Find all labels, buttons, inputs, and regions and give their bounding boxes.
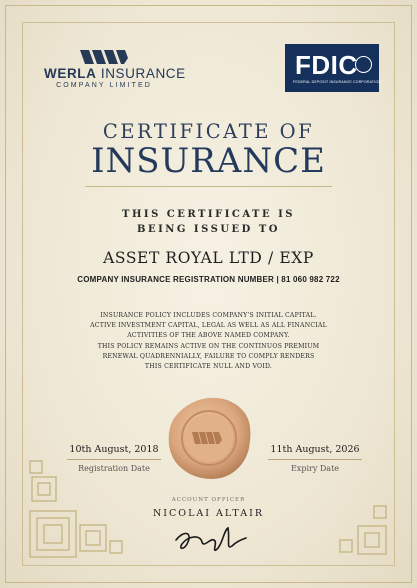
registration-date: 10th August, 2018 — [69, 444, 159, 455]
brand-subtitle: COMPANY LIMITED — [56, 82, 152, 89]
officer-name: NICOLAI ALTAIR — [152, 508, 265, 519]
brand-name — [44, 66, 186, 81]
fdic-subtitle: FEDERAL DEPOSIT INSURANCE CORPORATION — [293, 80, 382, 84]
title-line-1: CERTIFICATE OF — [102, 120, 315, 143]
fdic-badge — [285, 44, 382, 92]
expiry-date-line — [268, 459, 362, 460]
issued-line-1: THIS CERTIFICATE IS — [122, 209, 295, 220]
registration-date-label: Registration Date — [78, 464, 150, 473]
officer-role: ACCOUNT OFFICER — [171, 497, 246, 503]
company-logo — [44, 50, 186, 90]
brand-bold: WERLA — [44, 66, 97, 81]
issued-line-2: BEING ISSUED TO — [137, 224, 280, 235]
expiry-date: 11th August, 2026 — [270, 444, 360, 455]
registration-number: COMPANY INSURANCE REGISTRATION NUMBER | 81 060 982 722 — [77, 275, 340, 284]
fdic-title: FDIC — [295, 50, 358, 80]
fdic-seal-icon — [355, 56, 372, 73]
signature-icon — [170, 520, 250, 556]
policy-line: ACTIVITIES OF THE ABOVE NAMED COMPANY. — [127, 332, 290, 340]
policy-text — [60, 311, 357, 372]
wax-seal-icon — [166, 396, 252, 480]
werla-mark-icon — [80, 50, 128, 64]
title-divider — [85, 186, 332, 187]
policy-line: THIS CERTIFICATE NULL AND VOID. — [144, 363, 273, 371]
policy-line: INSURANCE POLICY INCLUDES COMPANY'S INITIAL CAPITAL. — [100, 312, 317, 319]
title-line-2: INSURANCE — [91, 141, 326, 181]
account-officer — [0, 496, 417, 520]
expiry-date-block — [264, 444, 366, 474]
expiry-date-label: Expiry Date — [290, 464, 340, 473]
policy-line: ACTIVE INVESTMENT CAPITAL, LEGAL AS WELL AS ALL FINANCIAL — [90, 322, 327, 330]
policy-line: THIS POLICY REMAINS ACTIVE ON THE CONTINUOS PREMIUM — [97, 342, 320, 350]
registration-date-line — [67, 459, 161, 460]
registration-date-block — [63, 444, 165, 474]
issued-to-heading — [0, 207, 417, 237]
company-name: ASSET ROYAL LTD / EXP — [103, 249, 314, 267]
policy-line: RENEWAL QUADRENNIALLY, FAILURE TO COMPLY RENDERS — [102, 352, 315, 360]
brand-rest: INSURANCE — [96, 66, 186, 81]
